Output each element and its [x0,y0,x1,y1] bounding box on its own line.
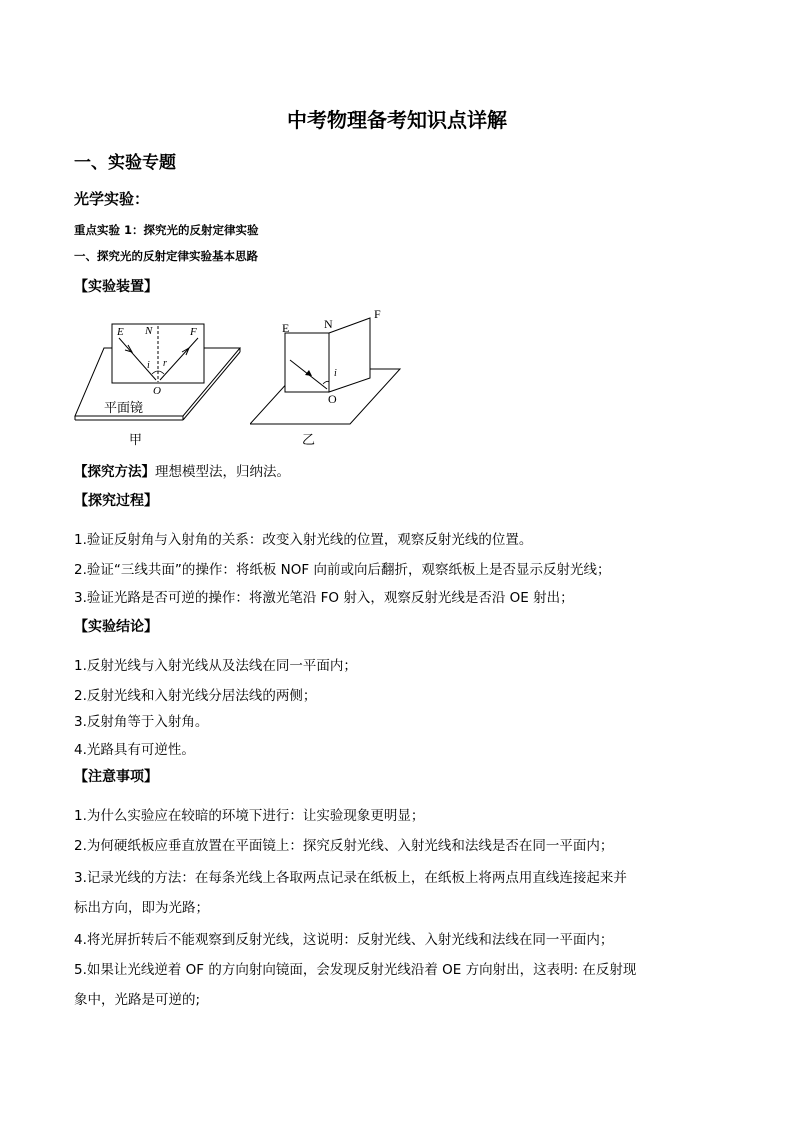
section-heading: 一、实验专题 [74,153,176,173]
notes-item: 4.将光屏折转后不能观察到反射光线，这说明：反射光线、入射光线和法线在同一平面内； [74,932,614,948]
process-item: 2.验证“三线共面”的操作：将纸板 NOF 向前或向后翻折，观察纸板上是否显示反射光线； [74,562,611,578]
method-text: 理想模型法，归纳法。 [155,464,290,480]
method-heading: 【探究方法】 [74,464,155,480]
notes-item: 2.为何硬纸板应垂直放置在平面镜上：探究反射光线、入射光线和法线是否在同一平面内； [74,838,614,854]
notes-item-cont: 象中，光路是可逆的; [74,992,201,1008]
figure-b-diagram [250,306,405,448]
label-i-b: i [334,368,337,379]
basic-idea-title: 一、探究光的反射定律实验基本思路 [74,249,258,263]
conclusion-item: 2.反射光线和入射光线分居法线的两侧； [74,688,317,704]
notes-item-cont: 标出方向，即为光路； [74,900,209,916]
conclusion-item: 3.反射角等于入射角。 [74,714,209,730]
notes-item: 3.记录光线的方法：在每条光线上各取两点记录在纸板上，在纸板上将两点用直线连接起来并 [74,870,627,886]
label-f: F [190,326,197,338]
method-line [74,460,290,480]
label-f-b: F [374,307,381,321]
mirror-label: 平面镜 [104,400,144,415]
label-e: E [117,326,124,338]
conclusion-heading: 【实验结论】 [74,619,158,635]
label-n: N [145,325,153,337]
conclusion-item: 4.光路具有可逆性。 [74,742,195,758]
label-n-b: N [324,317,333,331]
caption-b: 乙 [302,432,316,447]
process-item: 3.验证光路是否可逆的操作：将激光笔沿 FO 射入，观察反射光线是否沿 OE 射出； [74,590,574,606]
label-o: O [153,385,161,397]
notes-item: 5.如果让光线逆着 OF 的方向射向镜面，会发现反射光线沿着 OE 方向射出，这表明: 在反射现 [74,962,637,978]
board-left-e [285,333,329,392]
key-experiment-title: 重点实验 1：探究光的反射定律实验 [74,223,259,237]
figure-a-diagram [72,316,247,448]
caption-a: 甲 [129,432,143,447]
conclusion-item: 1.反射光线与入射光线从及法线在同一平面内； [74,658,357,674]
subsection-heading: 光学实验： [74,190,150,208]
label-r: r [163,358,167,369]
apparatus-heading: 【实验装置】 [74,279,158,295]
label-i: i [147,360,150,371]
notes-item: 1.为什么实验应在较暗的环境下进行：让实验现象更明显； [74,808,425,824]
page-title: 中考物理备考知识点详解 [287,108,507,132]
label-o-b: O [328,392,337,406]
process-item: 1.验证反射角与入射角的关系：改变入射光线的位置，观察反射光线的位置。 [74,532,533,548]
label-e-b: E [282,321,290,335]
process-heading: 【探究过程】 [74,493,158,509]
notes-heading: 【注意事项】 [74,769,158,785]
